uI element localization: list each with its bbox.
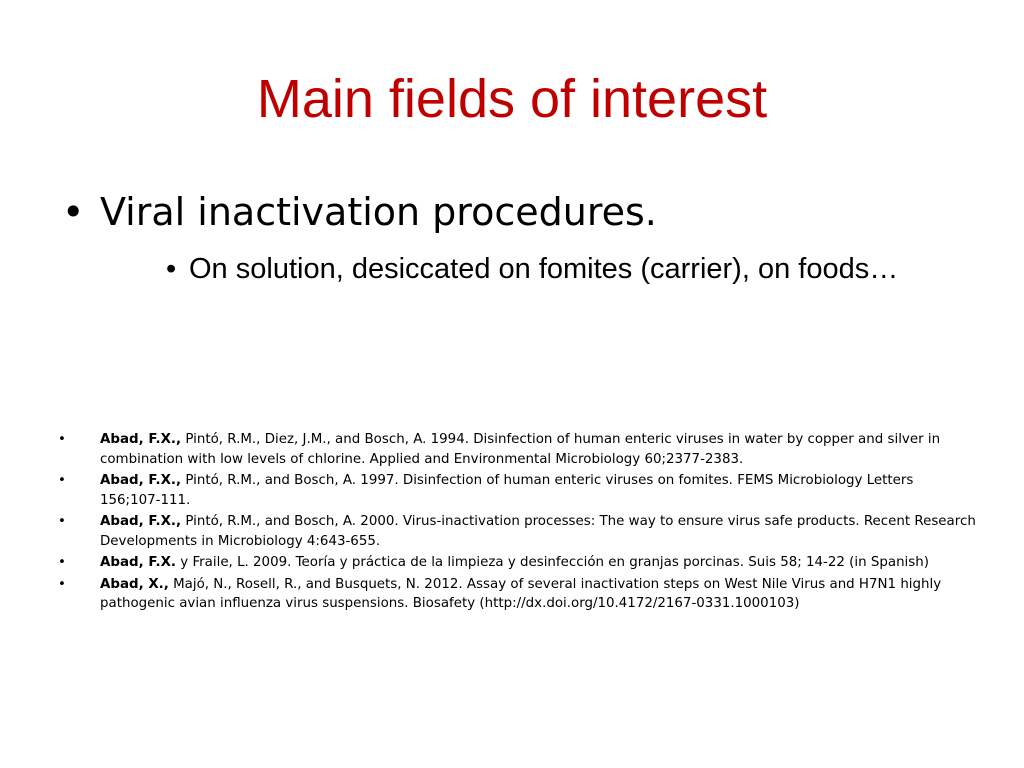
reference-author: Abad, F.X., [100,432,182,447]
reference-author: Abad, F.X., [100,514,182,529]
main-bullet-text: Viral inactivation procedures. [100,190,657,234]
sub-bullet-marker: • [166,253,177,285]
reference-text: Pintó, R.M., and Bosch, A. 1997. Disinfection of human enteric viruses on fomites. FEMS Microbiology Letters 156;107-111. [100,473,914,508]
sub-bullet-text: On solution, desiccated on fomites (carrier), on foods… [189,253,899,285]
reference-bullet: • [58,576,66,592]
slide-title: Main fields of interest [256,69,768,129]
reference-bullet: • [58,473,66,488]
reference-item [58,430,978,469]
reference-text: Pintó, R.M., and Bosch, A. 2000. Virus-inactivation processes: The way to ensure virus safe products. Recent Research Developments in Microbiology 4:643-655. [100,514,976,549]
reference-item [58,512,978,551]
reference-text: Majó, N., Rosell, R., and Busquets, N. 2012. Assay of several inactivation steps on West Nile Virus and H7N1 highly pathogenic avian influenza virus suspensions. Biosafety (http://dx.doi.org/10.4172/2167-0331.1000103) [100,576,942,611]
reference-text: Pintó, R.M., Diez, J.M., and Bosch, A. 1994. Disinfection of human enteric viruses in water by copper and silver in combination with low levels of chlorine. Applied and Environmental Microbiology 60;2377-2383. [100,432,941,467]
reference-list [58,430,978,616]
reference-bullet: • [58,432,66,447]
reference-author: Abad, F.X. [100,555,176,570]
reference-bullet: • [58,555,66,570]
reference-author: Abad, X., [100,576,169,592]
main-bullet-marker: • [62,190,85,234]
reference-author: Abad, F.X., [100,473,182,488]
sub-bullet [166,249,926,290]
reference-text: y Fraile, L. 2009. Teoría y práctica de la limpieza y desinfección en granjas porcinas. Suis 58; 14-22 (in Spanish) [176,555,929,570]
reference-bullet: • [58,514,66,529]
reference-item [58,575,978,614]
reference-item [58,553,978,573]
reference-item [58,471,978,510]
